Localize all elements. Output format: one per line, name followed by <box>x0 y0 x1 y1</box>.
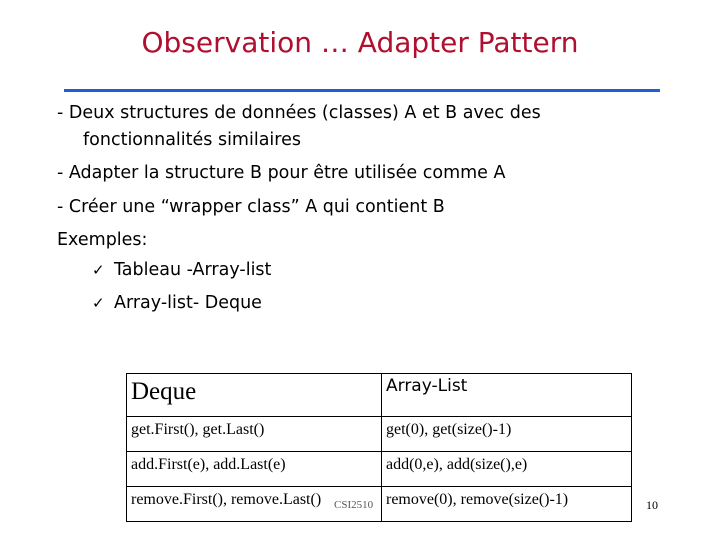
example-text: Array-list- Deque <box>114 293 262 313</box>
checkmark-icon: ✓ <box>92 294 105 312</box>
example-text: Tableau -Array-list <box>114 260 272 280</box>
comparison-table <box>126 373 632 522</box>
bullet-line: - Créer une “wrapper class” A qui contient B <box>57 197 445 217</box>
table-cell: get.First(), get.Last() <box>127 417 382 452</box>
bullet-line: fonctionnalités similaires <box>83 130 301 150</box>
table-header-cell: Deque <box>127 374 382 417</box>
table-row <box>127 487 632 522</box>
course-code: CSI2510 <box>334 499 374 511</box>
title-underline <box>64 89 660 92</box>
table-cell: add(0,e), add(size(),e) <box>382 452 632 487</box>
table-header-row <box>127 374 632 417</box>
table-row <box>127 417 632 452</box>
slide-title: Observation … Adapter Pattern <box>141 26 579 59</box>
table-header-cell: Array-List <box>382 374 632 417</box>
bullet-line: - Adapter la structure B pour être utilisée comme A <box>57 163 506 183</box>
page-number: 10 <box>646 498 658 512</box>
table-cell: remove(0), remove(size()-1) <box>382 487 632 522</box>
examples-heading: Exemples: <box>57 230 148 250</box>
example-item <box>92 291 262 316</box>
table-cell: remove.First(), remove.Last() <box>127 487 382 522</box>
example-item <box>92 258 271 283</box>
table-cell: add.First(e), add.Last(e) <box>127 452 382 487</box>
checkmark-icon: ✓ <box>92 261 105 279</box>
bullet-line: - Deux structures de données (classes) A et B avec des <box>57 103 541 123</box>
table-cell: get(0), get(size()-1) <box>382 417 632 452</box>
table-row <box>127 452 632 487</box>
